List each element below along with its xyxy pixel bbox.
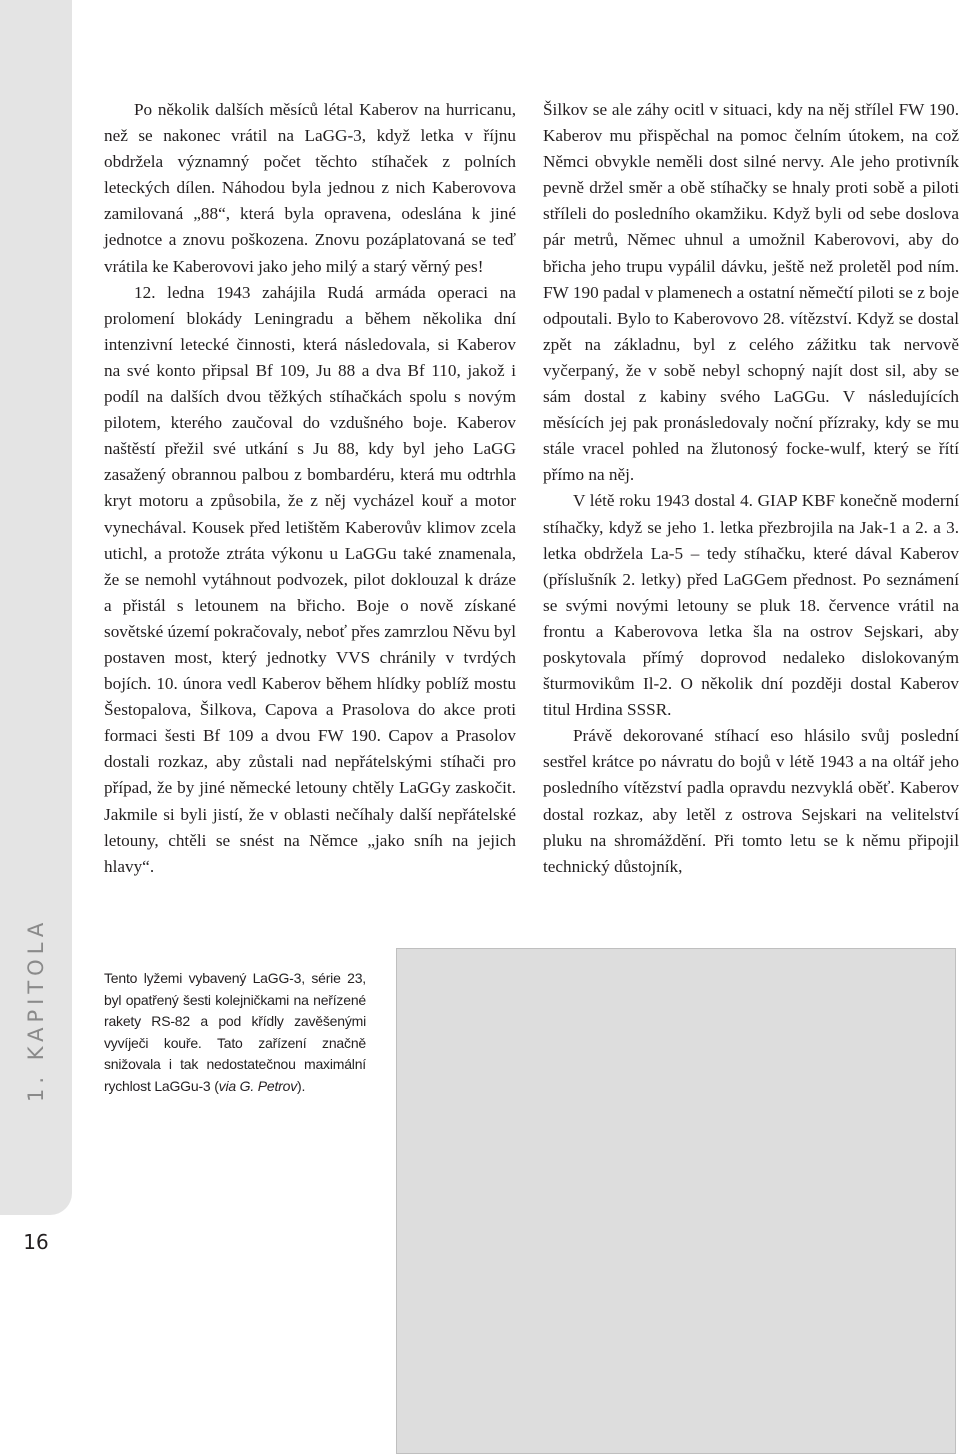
- chapter-sidebar: [0, 0, 72, 1215]
- paragraph: Po několik dalších měsíců létal Kaberov na hurricanu, než se nakonec vrátil na LaGG-3, když letka v říjnu obdržela významný počet těchto stíhaček z polních leteckých dílen. Náhodou byla jednou z nich Kaberovova zamilovaná „88“, která byla opravena, odeslána k jiné jednotce a znovu poškozena. Znovu pozáplatovaná se teď vrátila ke Kaberovovi jako jeho milý a starý věrný pes!: [104, 100, 516, 276]
- page-number: 16: [23, 1230, 49, 1254]
- caption-suffix: ).: [297, 1077, 306, 1094]
- photo-caption: [104, 968, 366, 1097]
- caption-credit: via G. Petrov: [218, 1077, 297, 1094]
- paragraph: Právě dekorované stíhací eso hlásilo svůj poslední sestřel krátce po návratu do bojů v létě 1943 a na oltář jeho posledního vítězství padla opravdu nezvyklá oběť. Kaberov dostal rozkaz, aby letěl z ostrova Sejskari na velitelství pluku na shromáždění. Při tomto letu se k němu připojil technický důstojník,: [543, 726, 959, 876]
- paragraph: V létě roku 1943 dostal 4. GIAP KBF konečně moderní stíhačky, když se jeho 1. letka přezbrojila na Jak-1 a 2. a 3. letka obdržela La-5 – tedy stíhačku, které dával Kaberov (příslušník 2. letky) před LaGGem přednost. Po seznámení se svými novými letouny se pluk 18. července vrátil na frontu a Kaberovova letka šla na ostrov Sejskari, aby poskytovala přímý doprovod nedaleko dislokovaným šturmovikům Il-2. O několik dní později dostal Kaberov titul Hrdina SSSR.: [543, 491, 959, 720]
- caption-text: Tento lyžemi vybavený LaGG-3, série 23, byl opatřený šesti kolejničkami na neřízené rakety RS-82 a pod křídly zavěšenými vyvíječi kouře. Tato zařízení značně snižovala i tak nedostatečnou maximální rychlost LaGGu-3 (: [104, 970, 366, 1094]
- chapter-label: 1. KAPITOLA: [24, 917, 48, 1102]
- right-text-column: [543, 97, 959, 880]
- paragraph: 12. ledna 1943 zahájila Rudá armáda operaci na prolomení blokády Leningradu a během několika dní intenzivní letecké činnosti, která následovala, si Kaberov na své konto připsal Bf 109, Ju 88 a dva Bf 110, jakož i podíl na dalších dvou těžkých stíhačkách spolu s novým pilotem, kterého zaučoval do vzdušného boje. Kaberov naštěstí přežil své utkání s Ju 88, kdy byl jeho LaGG zasažený obrannou palbou z bombardéru, která mu odtrhla kryt motoru a způsobila, že z něj vycházel kouř a motor vynechával. Kousek před letištěm Kaberovův klimov zcela utichl, a protože ztráta výkonu u LaGGu také znamenala, že se nemohl vytáhnout podvozek, pilot doklouzal k dráze a přistál s letounem na břicho. Boje o nově získané sovětské území pokračovaly, neboť přes zamrzlou Něvu byl postaven most, který jednotky VVS chránily v tvrdých bojích. 10. února vedl Kaberov během hlídky poblíž mostu Šestopalova, Šilkova, Capova a Prasolova do akce proti formaci šesti Bf 109 a dvou FW 190. Capov a Prasolov dostali rozkaz, aby zůstali nad nepřátelskými stíhači pro případ, že by jiné německé letouny chtěly LaGGy zaskočit. Jakmile si byli jistí, že v oblasti nečíhaly další nepřátelské letouny, chtěli se snést na Němce „jako sníh na jejich hlavy“.: [104, 282, 516, 876]
- left-text-column: [104, 97, 516, 880]
- paragraph: Šilkov se ale záhy ocitl v situaci, kdy na něj střílel FW 190. Kaberov mu přispěchal na pomoc čelním útokem, na což Němci obvykle neměli dost silné nervy. Ale jeho protivník pevně držel směr a obě stíhačky se hnaly proti sobě a piloti stříleli do posledního okamžiku. Když byli od sebe doslova pár metrů, Němec uhnul a umožnil Kaberovovi, aby do břicha jeho trupu vypálil dávku, ještě než proletěl pod ním. FW 190 padal v plamenech a ostatní němečtí piloti se z boje odpoutali. Bylo to Kaberovovo 28. vítězství. Když se dostal zpět na základnu, byl z celého zážitku tak nervově vyčerpaný, že v sobě nebyl schopný najít dost sil, aby se sám dostal z kabiny svého LaGGu. V následujících měsících jej pak pronásledovaly noční přízraky, kdy se mu stále vracel pohled na žlutonosý focke-wulf, který se řítí přímo na něj.: [543, 100, 959, 485]
- photo-placeholder: [396, 948, 956, 1454]
